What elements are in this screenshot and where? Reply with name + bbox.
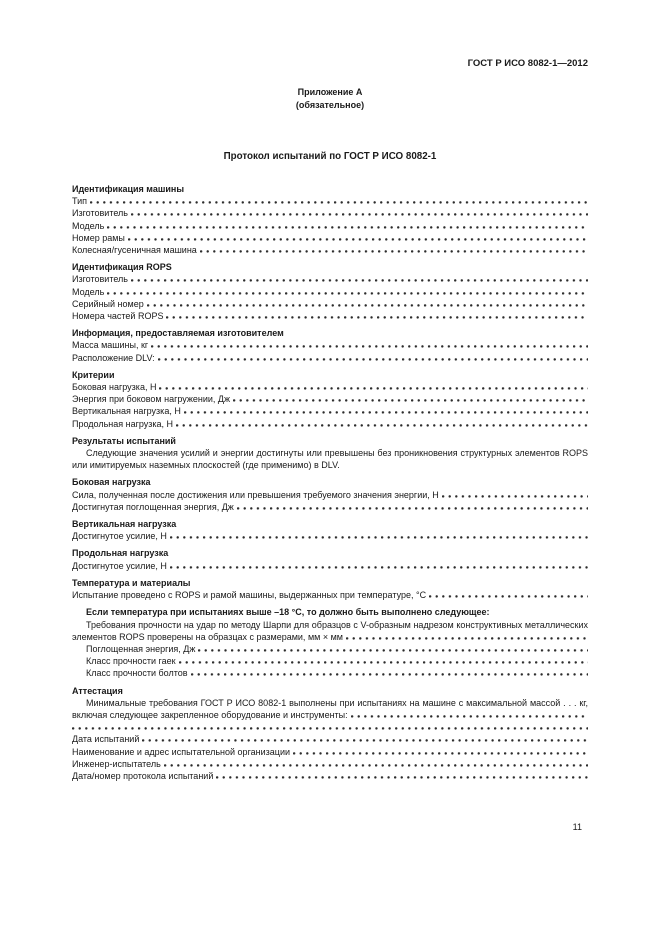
dotted-leader: [170, 564, 588, 569]
document-body: [72, 183, 588, 782]
dotted-leader: [216, 774, 588, 779]
field-label: Класс прочности болтов: [86, 668, 188, 679]
paragraph: [72, 447, 588, 471]
field-label: Тип: [72, 196, 88, 207]
field-label: Вертикальная нагрузка, Н: [72, 406, 181, 417]
paragraph: [72, 697, 588, 721]
section-heading-longitudinal-load: Продольная нагрузка: [72, 548, 169, 559]
field-label: Сила, полученная после достижения или превышения требуемого значения энергии, Н: [72, 489, 439, 500]
dotted-leader: [442, 493, 588, 498]
dotted-leader: [170, 534, 588, 539]
field-label: Изготовитель: [72, 208, 128, 219]
section-heading-temperature: Температура и материалы: [72, 577, 191, 588]
dotted-leader: [107, 290, 588, 295]
form-field-row: [72, 195, 588, 207]
form-field-row: [72, 298, 588, 310]
field-label: Номера частей ROPS: [72, 311, 164, 322]
dotted-leader: [90, 199, 588, 204]
dotted-leader: [72, 725, 588, 730]
dotted-leader: [166, 314, 588, 319]
field-label: Энергия при боковом нагружении, Дж: [72, 394, 231, 405]
dotted-fill-line: [72, 721, 588, 733]
paragraph-text: Следующие значения усилий и энергии достигнуты или превышены без проникновения структурных элементов ROPS или имитируемых наземных плоскостей (где применимо) в DLV.: [72, 448, 588, 471]
section-heading-results: Результаты испытаний: [72, 435, 176, 446]
form-field-row: [72, 244, 588, 256]
field-label: Дата испытаний: [72, 734, 140, 745]
dotted-leader: [293, 750, 588, 755]
dotted-leader: [184, 409, 588, 414]
section-heading-attestation: Аттестация: [72, 685, 123, 696]
paragraph-text: Требования прочности на удар по методу Шарпи для образцов с V-образным надрезом конструктивных металлических элементов ROPS проверены на образцах с размерами, мм × мм: [72, 619, 588, 642]
field-label: Продольная нагрузка, Н: [72, 418, 174, 429]
field-label: Модель: [72, 220, 105, 231]
form-field-row: [72, 560, 588, 572]
form-field-row: [72, 405, 588, 417]
dotted-leader: [128, 236, 588, 241]
section-heading-manufacturer-info: Информация, предоставляемая изготовителем: [72, 328, 284, 339]
annex-type: (обязательное): [295, 100, 365, 110]
doc-code: ГОСТ Р ИСО 8082-1—2012: [467, 58, 588, 69]
form-field-row: [72, 286, 588, 298]
form-field-row: [72, 746, 588, 758]
field-label: Испытание проведено с ROPS и рамой машины, выдержанных при температуре, °С: [72, 590, 427, 601]
form-field-row: [72, 207, 588, 219]
dotted-leader: [176, 422, 588, 427]
section-heading-temperature-condition: Если температура при испытаниях выше –18 °С, то должно быть выполнено следующее:: [86, 607, 490, 618]
dotted-leader: [198, 647, 588, 652]
form-field-row: [72, 501, 588, 513]
dotted-leader: [191, 671, 588, 676]
form-field-row: [72, 418, 588, 430]
field-label: Достигнутое усилие, Н: [72, 531, 167, 542]
section-heading-rops-id: Идентификация ROPS: [72, 262, 172, 273]
dotted-leader: [200, 248, 588, 253]
field-label: Номер рамы: [72, 232, 125, 243]
dotted-leader: [158, 356, 588, 361]
form-field-row: [72, 310, 588, 322]
form-field-row: [72, 232, 588, 244]
section-heading-vertical-load: Вертикальная нагрузка: [72, 519, 177, 530]
page-title: Протокол испытаний по ГОСТ Р ИСО 8082-1: [223, 151, 437, 162]
paragraph-text: Минимальные требования ГОСТ Р ИСО 8082-1 выполнены при испытаниях на машине с максимальной массой . . . кг, включая следующее закрепленное оборудование и инструменты:: [72, 697, 588, 720]
dotted-leader: [159, 385, 588, 390]
field-label: Дата/номер протокола испытаний: [72, 770, 214, 781]
section-heading-criteria: Критерии: [72, 369, 115, 380]
dotted-leader: [131, 211, 588, 216]
paragraph: [72, 619, 588, 643]
dotted-leader: [151, 343, 588, 348]
form-field-row: [72, 381, 588, 393]
form-field-row: [72, 530, 588, 542]
form-field-row: [72, 273, 588, 285]
field-label: Модель: [72, 286, 105, 297]
field-label: Изготовитель: [72, 274, 128, 285]
dotted-leader: [179, 659, 588, 664]
dotted-leader: [142, 737, 588, 742]
dotted-leader: [346, 635, 588, 640]
dotted-leader: [131, 277, 588, 282]
field-label: Достигнутое усилие, Н: [72, 560, 167, 571]
dotted-leader: [233, 397, 588, 402]
form-field-row: [72, 643, 588, 655]
form-field-row: [72, 733, 588, 745]
form-field-row: [72, 393, 588, 405]
field-label: Расположение DLV:: [72, 352, 155, 363]
dotted-leader: [237, 505, 588, 510]
annex-heading: [72, 86, 588, 112]
field-label: Масса машины, кг: [72, 340, 149, 351]
field-label: Колесная/гусеничная машина: [72, 245, 197, 256]
dotted-leader: [351, 713, 588, 718]
field-label: Боковая нагрузка, Н: [72, 382, 157, 393]
field-label: Инженер-испытатель: [72, 758, 161, 769]
form-field-row: [72, 667, 588, 679]
form-field-row: [72, 589, 588, 601]
form-field-row: [72, 770, 588, 782]
dotted-leader: [164, 762, 588, 767]
form-field-row: [72, 489, 588, 501]
annex-label: Приложение А: [297, 87, 363, 97]
field-label: Серийный номер: [72, 298, 144, 309]
dotted-leader: [147, 302, 588, 307]
form-field-row: [72, 655, 588, 667]
field-label: Класс прочности гаек: [86, 656, 176, 667]
form-field-row: [72, 758, 588, 770]
form-field-row: [72, 220, 588, 232]
page-number: 11: [572, 822, 582, 833]
form-field-row: [72, 352, 588, 364]
section-heading-lateral-load: Боковая нагрузка: [72, 477, 151, 488]
dotted-leader: [107, 224, 588, 229]
field-label: Наименование и адрес испытательной организации: [72, 746, 290, 757]
section-heading-machine-id: Идентификация машины: [72, 184, 184, 194]
form-field-row: [72, 339, 588, 351]
dotted-leader: [429, 593, 588, 598]
field-label: Поглощенная энергия, Дж: [86, 643, 196, 654]
field-label: Достигнутая поглощенная энергия, Дж: [72, 501, 234, 512]
